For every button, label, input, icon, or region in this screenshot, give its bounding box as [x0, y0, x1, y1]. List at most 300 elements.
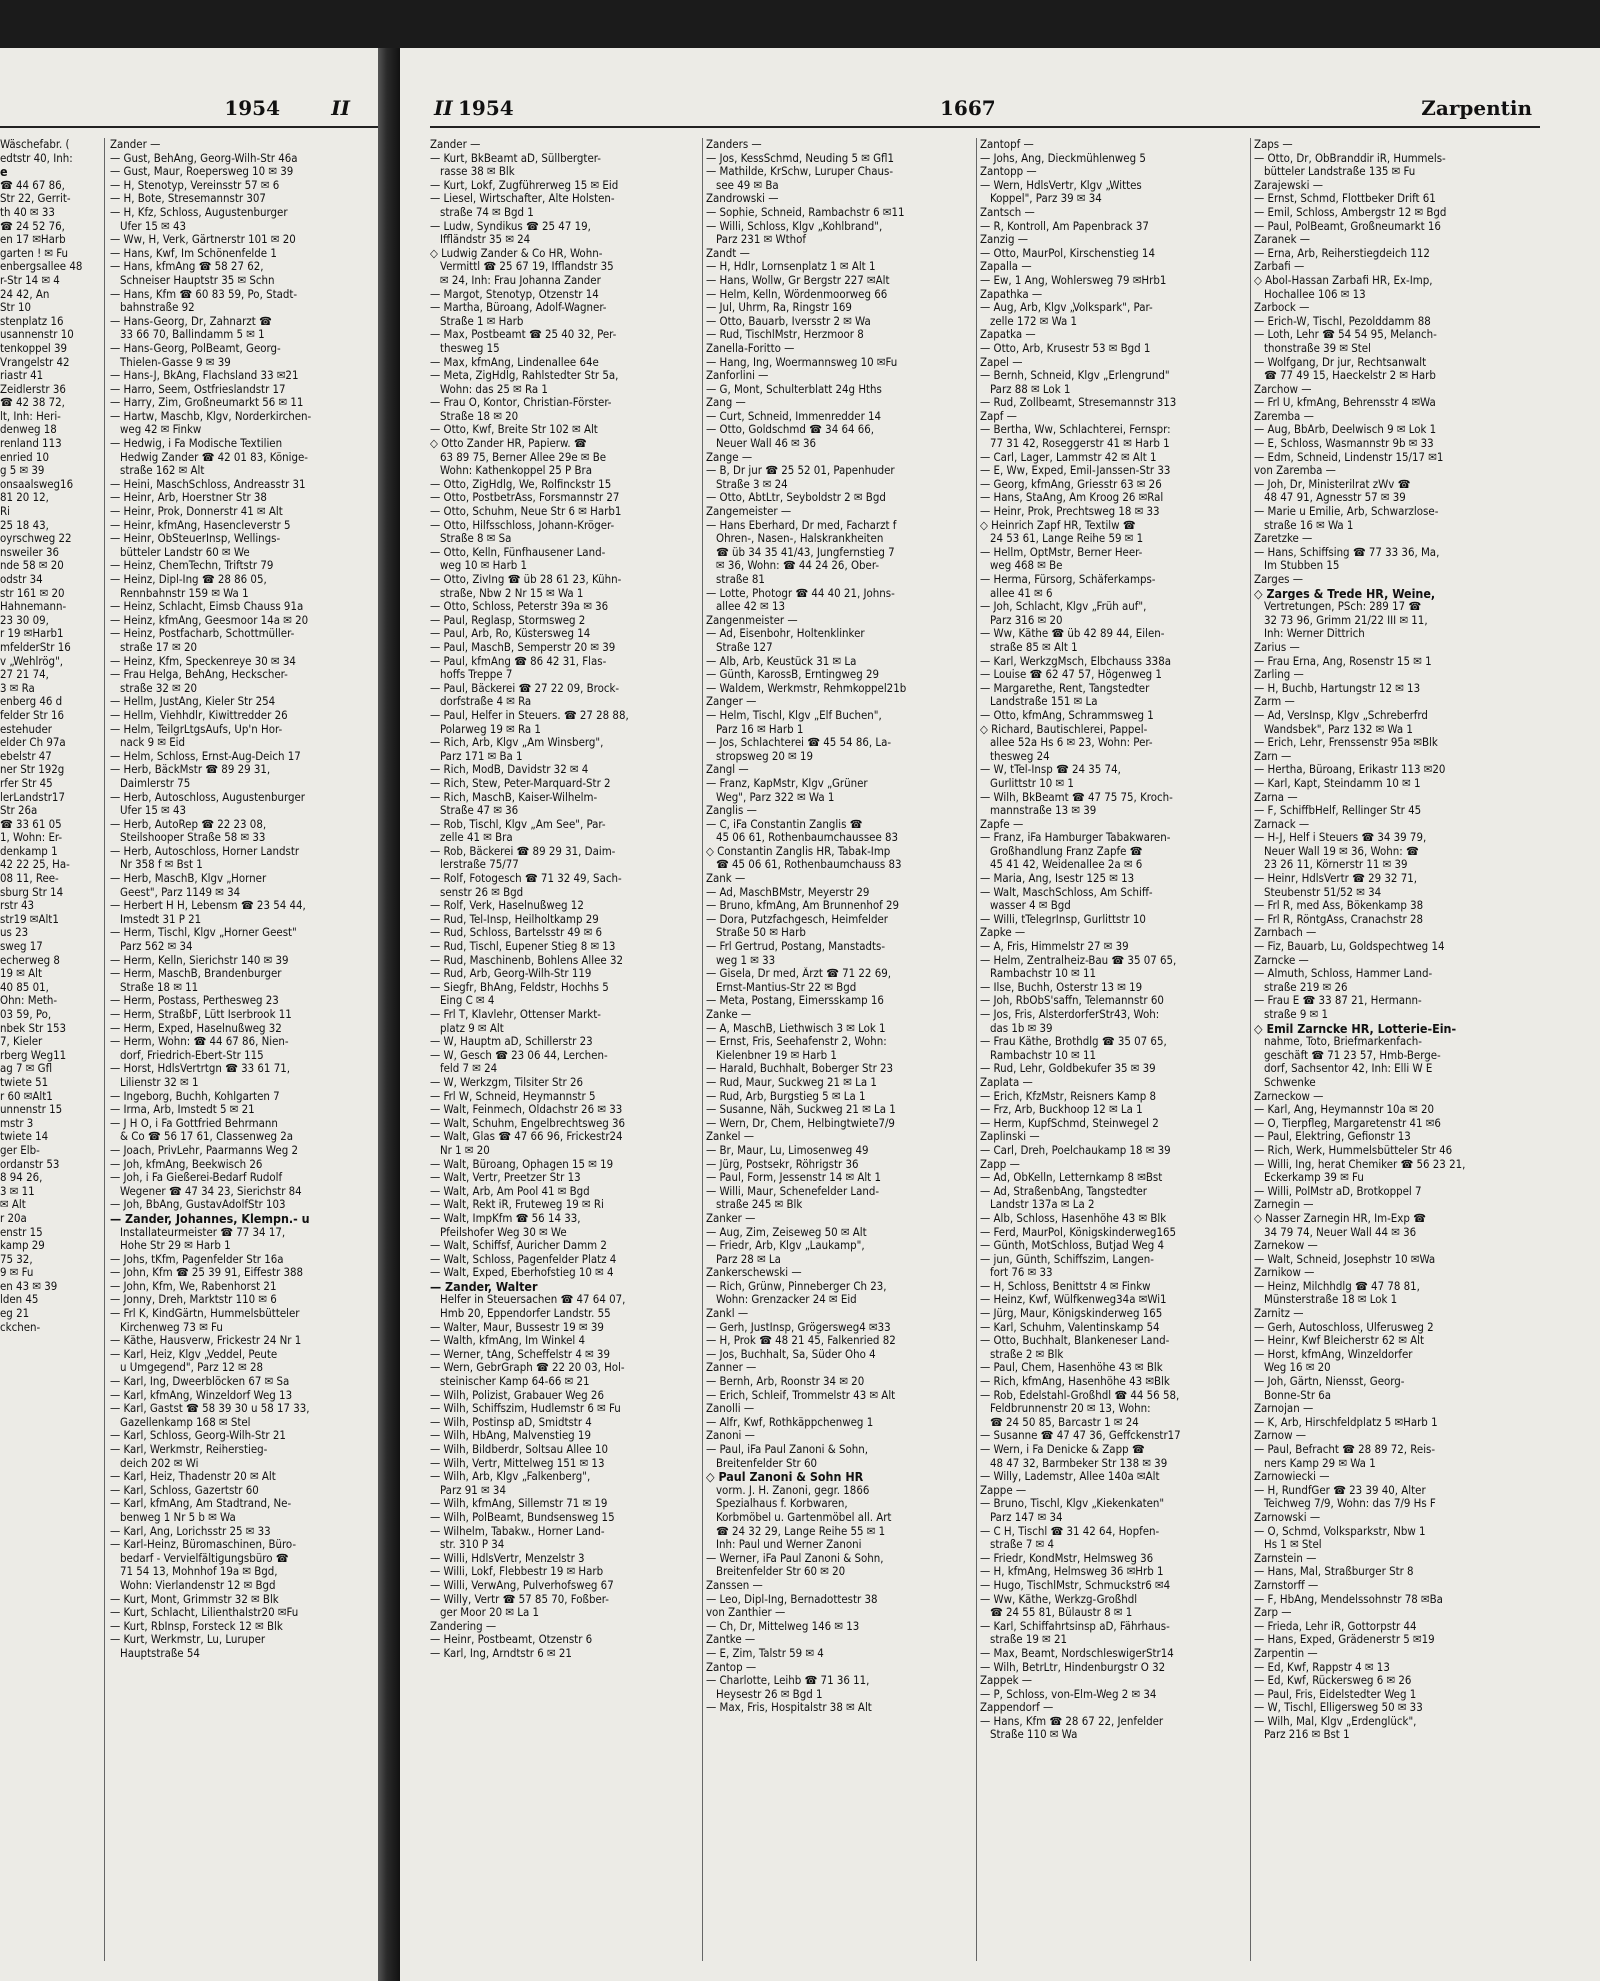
surname-heading: Zarnow —: [1254, 1429, 1306, 1443]
directory-entry: ◇ Constantin Zanglis HR, Tabak-Imp: [706, 844, 891, 858]
directory-entry: das 1b ✉ 39: [990, 1021, 1053, 1035]
directory-entry: — H, Schloss, Benittstr 4 ✉ Finkw: [980, 1279, 1151, 1293]
directory-entry: — Erich, Lehr, Frenssenstr 95a ✉Blk: [1254, 736, 1438, 750]
directory-entry: edtstr 40, Inh:: [0, 151, 73, 165]
directory-entry: denweg 18: [0, 423, 57, 437]
directory-entry: — Frz, Arb, Buckhoop 12 ✉ La 1: [980, 1103, 1143, 1117]
directory-entry: stropsweg 20 ✉ 19: [716, 749, 814, 763]
directory-entry: ☎ 44 67 86,: [0, 178, 65, 192]
directory-entry: sburg Str 14: [0, 885, 64, 899]
directory-entry: — Herbert H H, Lebensm ☎ 23 54 44,: [110, 899, 306, 913]
directory-entry: — C H, Tischl ☎ 31 42 64, Hopfen-: [980, 1524, 1160, 1538]
directory-entry: — Rud, Tel-Insp, Heilholtkamp 29: [430, 912, 599, 926]
directory-entry: Str 10: [0, 301, 32, 315]
directory-entry: straße 16 ✉ Wa 1: [1264, 518, 1354, 532]
directory-entry: — Walt, Schiffsf, Auricher Damm 2: [430, 1239, 607, 1253]
directory-entry: Parz 91 ✉ 34: [440, 1483, 506, 1497]
directory-entry: — Joh, Dr, Ministerilrat zWv ☎: [1254, 477, 1411, 491]
directory-entry: — Rud, Arb, Georg-Wilh-Str 119: [430, 967, 592, 981]
directory-entry: — Horst, kfmAng, Winzeldorfer: [1254, 1347, 1413, 1361]
directory-entry: ☎ 24 52 76,: [0, 219, 65, 233]
directory-entry: — Walt, Glas ☎ 47 66 96, Frickestr24: [430, 1130, 623, 1144]
directory-entry: ◇ Abol-Hassan Zarbafi HR, Ex-Imp,: [1254, 273, 1433, 287]
directory-entry: — Johs, tKfm, Pagenfelder Str 16a: [110, 1252, 284, 1266]
directory-entry: — Ww, Käthe ☎ üb 42 89 44, Eilen-: [980, 627, 1165, 641]
directory-entry: — Friedr, KondMstr, Helmsweg 36: [980, 1551, 1154, 1565]
directory-entry: — Heinz, Postfacharb, Schottmüller-: [110, 627, 295, 641]
directory-entry: — Walt, Feinmech, Oldachstr 26 ✉ 33: [430, 1103, 623, 1117]
directory-entry: ☎ 42 38 72,: [0, 396, 65, 410]
directory-entry: — Herb, Autoschloss, Horner Landstr: [110, 844, 300, 858]
directory-entry: — Hans, Mal, Straßburger Str 8: [1254, 1565, 1414, 1579]
directory-entry: — Willi, Schloss, Klgv „Kohlbrand",: [706, 219, 883, 233]
directory-column: [980, 138, 1246, 1961]
directory-entry: r 20a: [0, 1211, 27, 1225]
directory-entry: — Karl, Schloss, Georg-Wilh-Str 21: [110, 1429, 286, 1443]
directory-entry: — Heinz, ChemTechn, Triftstr 79: [110, 559, 274, 573]
directory-entry: — Walt, ImpKfm ☎ 56 14 33,: [430, 1211, 581, 1225]
directory-entry: — Alb, Schloss, Hasenhöhe 43 ✉ Blk: [980, 1211, 1167, 1225]
directory-entry: — Rich, kfmAng, Hasenhöhe 43 ✉Blk: [980, 1375, 1170, 1389]
surname-heading: Zaplata —: [980, 1075, 1033, 1089]
surname-heading: Zarnekow —: [1254, 1239, 1318, 1253]
directory-entry: Str 22, Gerrit-: [0, 192, 71, 206]
directory-entry: — Heini, MaschSchloss, Andreasstr 31: [110, 477, 306, 491]
directory-entry: us 23: [0, 926, 29, 940]
directory-entry: Installateurmeister ☎ 77 34 17,: [120, 1225, 286, 1239]
directory-entry: geschäft ☎ 71 23 57, Hmb-Berge-: [1264, 1048, 1441, 1062]
directory-entry: — Heinr, HdlsVertr ☎ 29 32 71,: [1254, 872, 1417, 886]
surname-heading: Zapel —: [980, 355, 1023, 369]
directory-entry: Heysestr 26 ✉ Bgd 1: [716, 1687, 823, 1701]
directory-entry: — Otto, PostbetrAss, Forsmannstr 27: [430, 491, 620, 505]
directory-entry: — A, Fris, Himmelstr 27 ✉ 39: [980, 940, 1129, 954]
directory-entry: — Erich, Schleif, Trommelstr 43 ✉ Alt: [706, 1388, 896, 1402]
directory-entry: 45 06 61, Rothenbaumchaussee 83: [716, 831, 899, 845]
directory-entry: ◇ Otto Zander HR, Papierw. ☎: [430, 437, 587, 451]
surname-heading: Zangl —: [706, 763, 749, 777]
directory-entry: — E, Schloss, Wasmannstr 9b ✉ 33: [1254, 437, 1434, 451]
directory-entry: — Mathilde, KrSchw, Luruper Chaus-: [706, 165, 894, 179]
directory-entry: — W, Gesch ☎ 23 06 44, Lerchen-: [430, 1048, 608, 1062]
directory-entry: ✉ 36, Wohn: ☎ 44 24 26, Ober-: [716, 559, 880, 573]
surname-heading: von Zaremba —: [1254, 464, 1336, 478]
surname-heading: Zanssen —: [706, 1578, 763, 1592]
directory-entry: elder Ch 97a: [0, 736, 66, 750]
directory-entry: felder Str 16: [0, 708, 65, 722]
directory-entry: — Frieda, Lehr iR, Gottorpstr 44: [1254, 1619, 1417, 1633]
directory-entry: — Erna, Arb, Reiherstiegdeich 112: [1254, 246, 1430, 260]
left-page: [0, 48, 380, 1981]
directory-entry: — H, RundfGer ☎ 23 39 40, Alter: [1254, 1483, 1426, 1497]
directory-entry: estehuder: [0, 722, 52, 736]
directory-entry: — H, Hdlr, Lornsenplatz 1 ✉ Alt 1: [706, 260, 876, 274]
directory-entry: — Paul, MaschB, Semperstr 20 ✉ 39: [430, 640, 616, 654]
directory-entry: Hahnemann-: [0, 600, 67, 614]
directory-entry: — Horst, HdlsVertrtgn ☎ 33 61 71,: [110, 1062, 290, 1076]
directory-entry: 42 22 25, Ha-: [0, 858, 70, 872]
directory-entry: 81 20 12,: [0, 491, 49, 505]
directory-entry: — Margarethe, Rent, Tangstedter: [980, 681, 1150, 695]
book-binding: [378, 48, 400, 1981]
surname-heading: Zanella-Foritto —: [706, 341, 795, 355]
directory-entry: Koppel", Parz 39 ✉ 34: [990, 192, 1102, 206]
directory-entry: Straße 8 ✉ Sa: [440, 532, 512, 546]
directory-entry: straße 2 ✉ Blk: [990, 1347, 1064, 1361]
directory-entry: — Bruno, Tischl, Klgv „Kiekenkaten": [980, 1497, 1165, 1511]
directory-entry: straße 245 ✉ Blk: [716, 1198, 803, 1212]
directory-entry: 3 ✉ 11: [0, 1184, 35, 1198]
header-rule: [430, 126, 1540, 128]
directory-entry: — Meta, ZigHdlg, Rahlstedter Str 5a,: [430, 369, 619, 383]
directory-entry: — Otto, Buchhalt, Blankeneser Land-: [980, 1334, 1170, 1348]
directory-entry: — Joh, Gärtn, Niensst, Georg-: [1254, 1375, 1405, 1389]
directory-entry: — Wern, i Fa Denicke & Zapp ☎: [980, 1443, 1145, 1456]
directory-entry: — Rob, Edelstahl-Großhdl ☎ 44 56 58,: [980, 1388, 1180, 1402]
running-head: Zarpentin: [1421, 96, 1532, 120]
directory-entry: Wohn: Vierlandenstr 12 ✉ Bgd: [120, 1578, 276, 1592]
directory-entry: Parz 16 ✉ Harb 1: [716, 722, 804, 736]
surname-heading: Zarnowiecki —: [1254, 1470, 1330, 1484]
directory-entry: — Willy, Lademstr, Allee 140a ✉Alt: [980, 1470, 1160, 1484]
directory-entry: odstr 34: [0, 573, 43, 586]
directory-entry: usannenstr 10: [0, 328, 74, 342]
directory-entry: — Zander, Walter: [430, 1279, 538, 1294]
directory-entry: str19 ✉Alt1: [0, 912, 59, 926]
directory-entry: enbergsallee 48: [0, 260, 83, 274]
directory-entry: — Walth, kfmAng, Im Winkel 4: [430, 1334, 586, 1348]
directory-entry: Iffländstr 35 ✉ 24: [440, 233, 531, 247]
surname-heading: Zank —: [706, 872, 746, 886]
surname-heading: Zantopf —: [980, 138, 1034, 151]
directory-entry: 25 18 43,: [0, 518, 49, 532]
directory-entry: kamp 29: [0, 1239, 45, 1253]
directory-entry: bedarf - Vervielfältigungsbüro ☎: [120, 1551, 289, 1565]
directory-entry: — Kurt, Lokf, Zugführerweg 15 ✉ Eid: [430, 178, 619, 192]
column-divider: [702, 138, 703, 1961]
directory-entry: — Waldem, Werkmstr, Rehmkoppel21b: [706, 681, 907, 695]
directory-entry: — Jos, Fris, AlsterdorferStr43, Woh:: [980, 1008, 1160, 1021]
directory-entry: — Karl, Heiz, Thadenstr 20 ✉ Alt: [110, 1470, 276, 1484]
directory-entry: — Kurt, Mont, Grimmstr 32 ✉ Blk: [110, 1592, 279, 1606]
directory-entry: Hohe Str 29 ✉ Harb 1: [120, 1239, 231, 1253]
directory-entry: — Heinr, ObSteuerInsp, Wellings-: [110, 532, 281, 546]
directory-entry: — Ad, StraßenbAng, Tangstedter: [980, 1184, 1147, 1198]
directory-entry: — Frl R, med Ass, Bökenkamp 38: [1254, 899, 1424, 913]
directory-entry: — Almuth, Schloss, Hammer Land-: [1254, 967, 1433, 981]
surname-heading: Zapathka —: [980, 287, 1043, 301]
directory-entry: ner Str 192g: [0, 763, 65, 777]
directory-entry: 40 85 01,: [0, 980, 49, 994]
directory-entry: lerLandstr17: [0, 790, 65, 804]
directory-entry: Ohren-, Nasen-, Halskrankheiten: [716, 532, 884, 546]
directory-column: [110, 138, 374, 1961]
directory-entry: stenplatz 16: [0, 314, 64, 328]
directory-entry: — Ernst, Schmd, Flottbeker Drift 61: [1254, 192, 1436, 206]
directory-entry: — Johs, Ang, Dieckmühlenweg 5: [980, 151, 1146, 165]
directory-entry: — Otto, Schloss, Peterstr 39a ✉ 36: [430, 600, 609, 614]
directory-entry: 24 53 61, Lange Reihe 59 ✉ 1: [990, 532, 1144, 546]
directory-entry: thonstraße 39 ✉ Stel: [1264, 341, 1371, 355]
directory-entry: — Paul, Helfer in Steuers. ☎ 27 28 88,: [430, 708, 629, 722]
directory-entry: — Frl U, kfmAng, Behrensstr 4 ✉Wa: [1254, 396, 1436, 410]
directory-entry: — Otto, Arb, Krusestr 53 ✉ Bgd 1: [980, 341, 1151, 355]
directory-entry: — H, kfmAng, Helmsweg 36 ✉Hrb 1: [980, 1565, 1164, 1579]
directory-entry: — Wilh, Polizist, Grabauer Weg 26: [430, 1388, 604, 1402]
surname-heading: Zarn —: [1254, 749, 1292, 763]
surname-heading: Zanger —: [706, 695, 757, 709]
directory-entry: — Willi, Maur, Schenefelder Land-: [706, 1184, 880, 1198]
directory-entry: — Kurt, RbInsp, Forsteck 12 ✉ Blk: [110, 1619, 283, 1633]
directory-entry: — Werner, tAng, Scheffelstr 4 ✉ 39: [430, 1347, 610, 1361]
directory-entry: — Ew, 1 Ang, Wohlersweg 79 ✉Hrb1: [980, 273, 1167, 287]
column-divider: [104, 138, 105, 1961]
directory-entry: ◇ Heinrich Zapf HR, Textilw ☎: [980, 518, 1136, 532]
directory-entry: 24 42, An: [0, 287, 50, 301]
directory-entry: — Walt, Schloss, Pagenfelder Platz 4: [430, 1252, 617, 1266]
directory-entry: — Wilh, HbAng, Malvenstieg 19: [430, 1429, 591, 1443]
directory-entry: Wohn: das 25 ✉ Ra 1: [440, 382, 548, 396]
directory-entry: — Heinz, kfmAng, Geesmoor 14a ✉ 20: [110, 613, 309, 627]
directory-entry: ckchen-: [0, 1320, 41, 1334]
directory-entry: — Loth, Lehr ☎ 54 54 95, Melanch-: [1254, 328, 1437, 342]
directory-entry: oyrschweg 22: [0, 532, 72, 546]
directory-entry: — Herm, Postass, Perthesweg 23: [110, 994, 279, 1008]
directory-entry: — Karl, kfmAng, Am Stadtrand, Ne-: [110, 1497, 292, 1511]
directory-entry: ☎ 24 55 81, Bülaustr 8 ✉ 1: [990, 1606, 1133, 1620]
directory-entry: — E, Ww, Exped, Emil-Janssen-Str 33: [980, 464, 1171, 478]
surname-heading: Zanoni —: [706, 1429, 755, 1443]
directory-entry: Rambachstr 10 ✉ 11: [990, 967, 1097, 981]
directory-entry: — Walt, Vertr, Preetzer Str 13: [430, 1171, 581, 1185]
directory-entry: — Heinr, Prok, Donnerstr 41 ✉ Alt: [110, 505, 283, 519]
directory-entry: fort 76 ✉ 33: [990, 1266, 1053, 1280]
directory-entry: Inh: Paul und Werner Zanoni: [716, 1538, 862, 1552]
directory-entry: — Aug, Arb, Klgv „Volkspark", Par-: [980, 301, 1153, 315]
directory-entry: Hauptstraße 54: [120, 1646, 200, 1660]
directory-entry: Helfer in Steuersachen ☎ 47 64 07,: [440, 1293, 626, 1307]
left-header-volume: II: [331, 96, 350, 120]
directory-entry: — F, SchiffbHelf, Rellinger Str 45: [1254, 804, 1422, 818]
directory-entry: — Helm, Tischl, Klgv „Elf Buchen",: [706, 708, 882, 722]
directory-entry: dorf, Sachsentor 42, Inh: Elli W E: [1264, 1062, 1433, 1076]
directory-entry: 19 ✉ Alt: [0, 967, 43, 981]
directory-entry: e: [0, 165, 8, 179]
directory-entry: — Frl T, Klavlehr, Ottenser Markt-: [430, 1008, 601, 1021]
directory-entry: — Frau Helga, BehAng, Heckscher-: [110, 668, 288, 682]
directory-entry: — Otto, ZivIng ☎ üb 28 61 23, Kühn-: [430, 573, 622, 586]
directory-entry: — Rud, Arb, Burgstieg 5 ✉ La 1: [706, 1089, 866, 1103]
directory-entry: — Maria, Ang, Isestr 125 ✉ 13: [980, 872, 1135, 886]
directory-entry: — Hans, Schiffsing ☎ 77 33 36, Ma,: [1254, 545, 1440, 559]
surname-heading: Zaplinski —: [980, 1130, 1040, 1144]
directory-entry: Landstraße 151 ✉ La: [990, 695, 1098, 709]
directory-entry: — Wilh, Arb, Klgv „Falkenberg",: [430, 1470, 591, 1484]
directory-entry: — Rud, Maschinenb, Bohlens Allee 32: [430, 953, 624, 967]
directory-entry: — Heinz, Schlacht, Eimsb Chauss 91a: [110, 600, 304, 614]
directory-entry: — Louise ☎ 62 47 57, Högenweg 1: [980, 668, 1162, 682]
directory-entry: — John, Kfm, We, Rabenhorst 21: [110, 1279, 277, 1293]
directory-entry: — Ch, Dr, Mittelweg 146 ✉ 13: [706, 1619, 860, 1633]
directory-entry: twiete 51: [0, 1075, 49, 1089]
directory-entry: enstr 15: [0, 1225, 43, 1239]
directory-entry: rberg Weg11: [0, 1048, 67, 1062]
directory-entry: lerstraße 75/77: [440, 858, 519, 872]
directory-entry: — Karl, Ang, Lorichsstr 25 ✉ 33: [110, 1524, 271, 1538]
directory-entry: — Frl Gertrud, Postang, Manstadts-: [706, 940, 886, 954]
directory-entry: — Otto, Kwf, Breite Str 102 ✉ Alt: [430, 423, 598, 437]
directory-entry: Bonne-Str 6a: [1264, 1388, 1332, 1402]
directory-entry: Eing C ✉ 4: [440, 994, 495, 1008]
surname-heading: Zarbock —: [1254, 301, 1310, 315]
directory-entry: — H, Buchb, Hartungstr 12 ✉ 13: [1254, 681, 1421, 695]
directory-entry: — Heinz, Milchhdlg ☎ 47 78 81,: [1254, 1279, 1420, 1293]
directory-entry: Straße 50 ✉ Harb: [716, 926, 806, 940]
directory-entry: — Charlotte, Leihb ☎ 71 36 11,: [706, 1674, 870, 1688]
directory-entry: str. 310 P 34: [440, 1538, 505, 1552]
directory-entry: — Otto, Goldschmd ☎ 34 64 66,: [706, 423, 875, 437]
directory-entry: — Wilh, Schiffszim, Hudlemstr 6 ✉ Fu: [430, 1402, 621, 1416]
directory-entry: u Umgegend", Parz 12 ✉ 28: [120, 1361, 264, 1375]
directory-entry: — Meta, Postang, Eimersskamp 16: [706, 994, 884, 1008]
directory-entry: Parz 216 ✉ Bst 1: [1264, 1728, 1350, 1742]
directory-entry: — W, tTel-Insp ☎ 24 35 74,: [980, 763, 1121, 777]
directory-entry: Straße 3 ✉ 24: [716, 477, 788, 491]
directory-entry: Parz 88 ✉ Lok 1: [990, 382, 1071, 396]
directory-entry: — Rud, Schloss, Bartelsstr 49 ✉ 6: [430, 926, 603, 940]
surname-heading: Zappendorf —: [980, 1701, 1054, 1715]
right-header-volume: II: [434, 96, 453, 120]
directory-entry: — Bernh, Schneid, Klgv „Erlengrund": [980, 369, 1170, 383]
directory-entry: straße 32 ✉ 20: [120, 681, 198, 695]
surname-heading: Zarna —: [1254, 790, 1298, 804]
directory-entry: r-Str 14 ✉ 4: [0, 273, 60, 287]
directory-entry: Korbmöbel u. Gartenmöbel all. Art: [716, 1510, 892, 1524]
directory-entry: Parz 171 ✉ Ba 1: [440, 749, 523, 763]
surname-heading: Zapke —: [980, 926, 1026, 940]
directory-entry: — Carl, Dreh, Poelchaukamp 18 ✉ 39: [980, 1143, 1171, 1157]
directory-entry: — Jos, Schlachterei ☎ 45 54 86, La-: [706, 736, 892, 750]
directory-entry: — Günth, MotSchloss, Butjad Weg 4: [980, 1239, 1165, 1253]
directory-entry: Imstedt 31 P 21: [120, 912, 202, 926]
directory-entry: Nr 358 f ✉ Bst 1: [120, 858, 203, 872]
directory-entry: — Willi, tTelegrInsp, Gurlittstr 10: [980, 912, 1146, 926]
directory-entry: dorfstraße 4 ✉ Ra: [440, 695, 532, 709]
directory-entry: Spezialhaus f. Korbwaren,: [716, 1497, 848, 1511]
directory-entry: 34 79 74, Neuer Wall 44 ✉ 36: [1264, 1225, 1417, 1239]
directory-entry: — Hellm, JustAng, Kieler Str 254: [110, 695, 276, 709]
directory-entry: Kielenbner 19 ✉ Harb 1: [716, 1048, 837, 1062]
surname-heading: Zarpentin —: [1254, 1646, 1318, 1660]
directory-entry: — Otto, AbtLtr, Seyboldstr 2 ✉ Bgd: [706, 491, 886, 505]
directory-entry: nahme, Toto, Briefmarkenfach-: [1264, 1035, 1422, 1049]
directory-entry: allee 52a Hs 6 ✉ 23, Wohn: Per-: [990, 736, 1153, 750]
directory-entry: straße 19 ✉ 21: [990, 1633, 1068, 1647]
directory-entry: — Willi, VerwAng, Pulverhofsweg 67: [430, 1578, 614, 1592]
directory-entry: — Wilh, Postinsp aD, Smidtstr 4: [430, 1415, 592, 1429]
directory-entry: — Hans-J, BkAng, Flachsland 33 ✉21: [110, 369, 299, 383]
directory-entry: straße 7 ✉ 4: [990, 1538, 1054, 1552]
directory-entry: ☎ 33 61 05: [0, 817, 62, 831]
directory-entry: nbek Str 153: [0, 1021, 67, 1035]
directory-entry: — Wilhelm, Tabakw., Horner Land-: [430, 1524, 605, 1538]
directory-entry: tenkoppel 39: [0, 341, 68, 355]
directory-entry: feld 7 ✉ 24: [440, 1062, 498, 1076]
column-divider: [976, 138, 977, 1961]
directory-entry: — Irma, Arb, Imstedt 5 ✉ 21: [110, 1103, 255, 1117]
directory-entry: ◇ Zarges & Trede HR, Weine,: [1254, 586, 1436, 601]
directory-entry: riastr 41: [0, 369, 44, 383]
directory-entry: straße 17 ✉ 20: [120, 640, 198, 654]
directory-entry: str 161 ✉ 20: [0, 586, 65, 600]
directory-entry: — Karl, kfmAng, Winzeldorf Weg 13: [110, 1388, 293, 1402]
directory-entry: denkamp 1: [0, 844, 58, 858]
directory-entry: — Hans, kfmAng ☎ 58 27 62,: [110, 260, 264, 274]
directory-entry: ☎ 24 32 29, Lange Reihe 55 ✉ 1: [716, 1524, 886, 1538]
directory-entry: — Curt, Schneid, Immenredder 14: [706, 409, 882, 423]
directory-entry: Ri: [0, 505, 10, 519]
directory-entry: — Ludw, Syndikus ☎ 25 47 19,: [430, 219, 591, 233]
directory-entry: — Joh, Schlacht, Klgv „Früh auf",: [980, 600, 1147, 614]
directory-entry: Ernst-Mantius-Str 22 ✉ Bgd: [716, 980, 857, 994]
surname-heading: Zarnstein —: [1254, 1551, 1317, 1565]
directory-entry: straße 74 ✉ Bgd 1: [440, 205, 534, 219]
directory-entry: — Emil, Schloss, Ambergstr 12 ✉ Bgd: [1254, 205, 1447, 219]
directory-entry: — Alfr, Kwf, Rothkäppchenweg 1: [706, 1415, 874, 1429]
directory-entry: — K, Arb, Hirschfeldplatz 5 ✉Harb 1: [1254, 1415, 1438, 1429]
directory-entry: platz 9 ✉ Alt: [440, 1021, 504, 1035]
directory-column: [0, 138, 100, 1961]
directory-entry: Wäschefabr. (: [0, 138, 70, 151]
directory-entry: — Herm, MaschB, Brandenburger: [110, 967, 282, 981]
surname-heading: Zanke —: [706, 1008, 752, 1021]
surname-heading: Zarius —: [1254, 640, 1300, 654]
directory-entry: — Walt, Arb, Am Pool 41 ✉ Bgd: [430, 1184, 590, 1198]
directory-entry: — Heinr, Arb, Hoerstner Str 38: [110, 491, 267, 505]
surname-heading: Zantopp —: [980, 165, 1037, 179]
directory-entry: Wandsbek", Parz 132 ✉ Wa 1: [1264, 722, 1413, 736]
directory-entry: Straße 47 ✉ 36: [440, 804, 519, 818]
directory-entry: 23 30 09,: [0, 613, 49, 627]
directory-entry: — Otto, Bauarb, Iversstr 2 ✉ Wa: [706, 314, 871, 328]
directory-entry: — Ww, H, Verk, Gärtnerstr 101 ✉ 20: [110, 233, 296, 247]
directory-entry: — Paul, Reglasp, Stormsweg 2: [430, 613, 586, 627]
directory-entry: — J H O, i Fa Gottfried Behrmann: [110, 1116, 278, 1130]
directory-entry: ordanstr 53: [0, 1157, 60, 1171]
surname-heading: Zarnikow —: [1254, 1266, 1315, 1280]
directory-entry: — Alb, Arb, Keustück 31 ✉ La: [706, 654, 857, 668]
directory-entry: 48 47 32, Barmbeker Str 138 ✉ 39: [990, 1456, 1168, 1470]
directory-entry: — Karl, Werkmstr, Reiherstieg-: [110, 1443, 268, 1456]
surname-heading: Zapatka —: [980, 328, 1036, 342]
directory-entry: — Margot, Stenotyp, Otzenstr 14: [430, 287, 599, 301]
surname-heading: Zarges —: [1254, 573, 1303, 586]
directory-entry: 9 ✉ Fu: [0, 1266, 34, 1280]
surname-heading: Zandt —: [706, 246, 750, 260]
directory-entry: — Ed, Kwf, Rückersweg 6 ✉ 26: [1254, 1674, 1412, 1688]
directory-entry: Straße 18 ✉ 11: [120, 980, 199, 994]
directory-entry: lden 45: [0, 1293, 39, 1307]
directory-entry: 48 47 91, Agnesstr 57 ✉ 39: [1264, 491, 1406, 505]
directory-entry: Gazellenkamp 168 ✉ Stel: [120, 1415, 251, 1429]
directory-entry: — Frl W, Schneid, Heymannstr 5: [430, 1089, 596, 1103]
directory-entry: — Susanne, Näh, Suckweg 21 ✉ La 1: [706, 1103, 896, 1117]
directory-entry: — Otto, Kelln, Fünfhausener Land-: [430, 545, 606, 559]
directory-entry: — Hans Eberhard, Dr med, Facharzt f: [706, 518, 897, 532]
directory-entry: — Hans, Kwf, Im Schönenfelde 1: [110, 246, 277, 260]
directory-entry: — Frau Käthe, Brothdlg ☎ 35 07 65,: [980, 1035, 1167, 1049]
directory-entry: hoffs Treppe 7: [440, 668, 513, 682]
